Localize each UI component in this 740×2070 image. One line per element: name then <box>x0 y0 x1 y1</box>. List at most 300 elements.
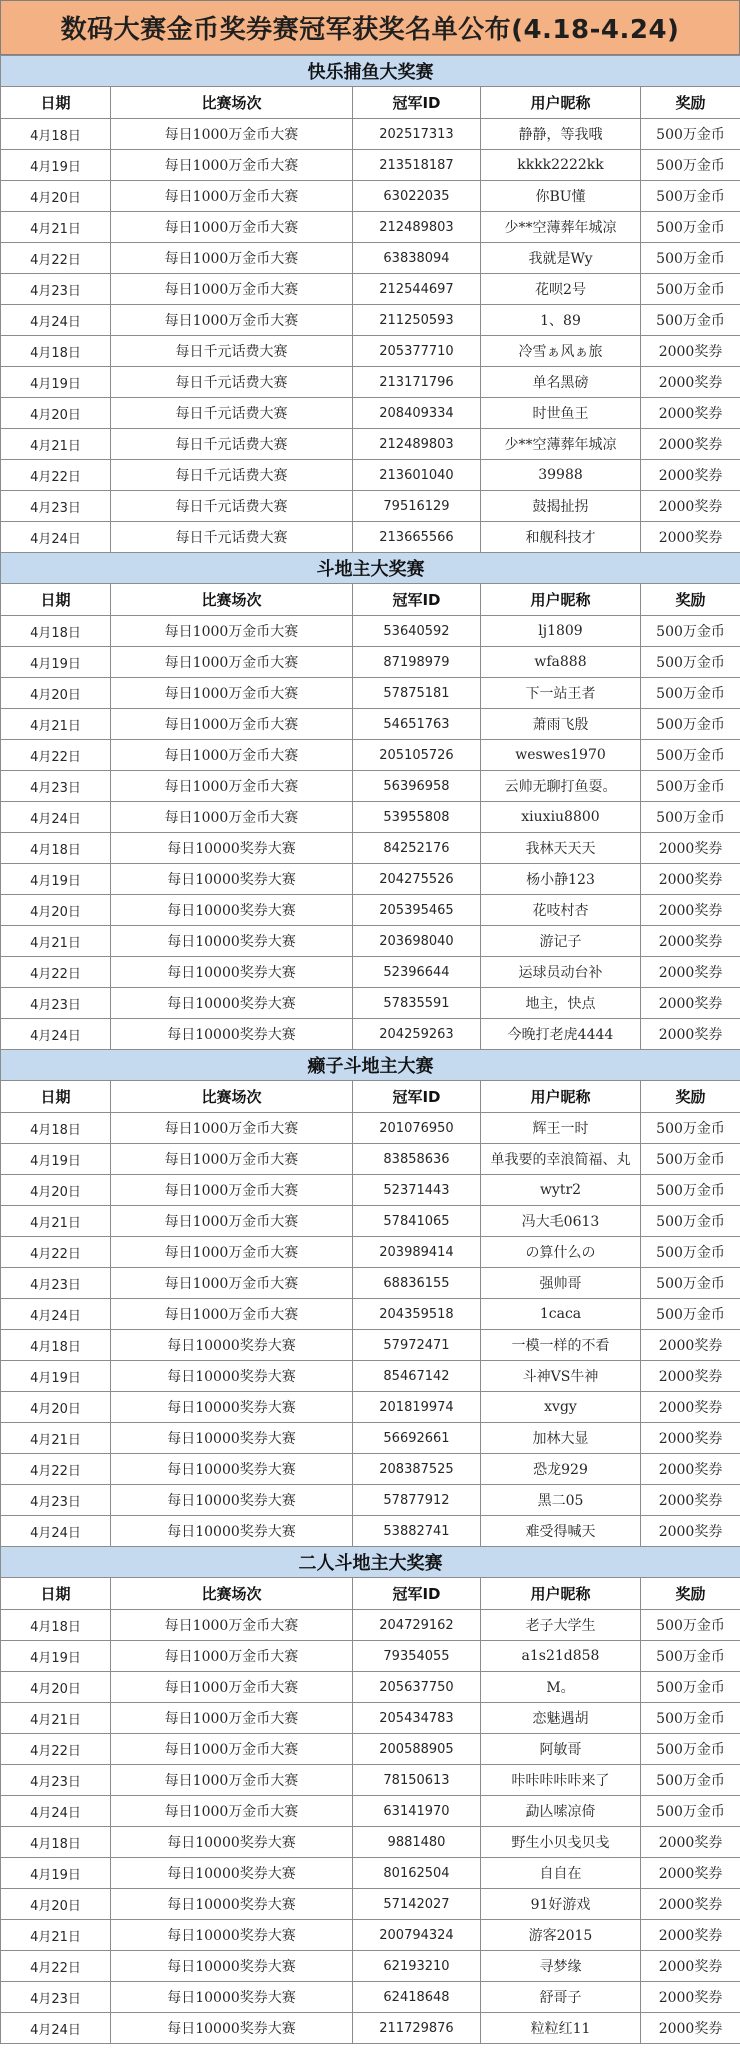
column-header: 用户昵称 <box>481 1081 641 1113</box>
nickname-cell: 我林天天天 <box>481 833 641 864</box>
champion-id-cell: 80162504 <box>353 1858 481 1889</box>
date-cell: 4月24日 <box>1 305 111 336</box>
match-cell: 每日10000奖券大赛 <box>111 1485 353 1516</box>
match-cell: 每日10000奖券大赛 <box>111 1361 353 1392</box>
date-cell: 4月19日 <box>1 647 111 678</box>
nickname-cell: 花呗2号 <box>481 274 641 305</box>
table-row <box>1 1982 740 2013</box>
reward-cell: 2000奖券 <box>641 895 740 926</box>
column-header: 比赛场次 <box>111 87 353 119</box>
reward-cell: 500万金币 <box>641 709 740 740</box>
table-row <box>1 895 740 926</box>
reward-cell: 2000奖券 <box>641 1485 740 1516</box>
match-cell: 每日10000奖券大赛 <box>111 833 353 864</box>
nickname-cell: 萧雨飞殷 <box>481 709 641 740</box>
champion-id-cell: 204359518 <box>353 1299 481 1330</box>
column-header: 比赛场次 <box>111 1081 353 1113</box>
match-cell: 每日1000万金币大赛 <box>111 1610 353 1641</box>
table-row <box>1 1330 740 1361</box>
reward-cell: 500万金币 <box>641 740 740 771</box>
table-row <box>1 1268 740 1299</box>
champion-id-cell: 83858636 <box>353 1144 481 1175</box>
match-cell: 每日1000万金币大赛 <box>111 1237 353 1268</box>
match-cell: 每日10000奖券大赛 <box>111 1392 353 1423</box>
match-cell: 每日10000奖券大赛 <box>111 1423 353 1454</box>
champion-id-cell: 202517313 <box>353 119 481 150</box>
table-row <box>1 305 740 336</box>
reward-cell: 2000奖券 <box>641 429 740 460</box>
match-cell: 每日1000万金币大赛 <box>111 274 353 305</box>
column-header: 冠军ID <box>353 1578 481 1610</box>
nickname-cell: 39988 <box>481 460 641 491</box>
date-cell: 4月23日 <box>1 1765 111 1796</box>
champion-id-cell: 62193210 <box>353 1951 481 1982</box>
nickname-cell: 辉王一时 <box>481 1113 641 1144</box>
champion-id-cell: 211729876 <box>353 2013 481 2044</box>
champion-id-cell: 211250593 <box>353 305 481 336</box>
nickname-cell: a1s21d858 <box>481 1641 641 1672</box>
match-cell: 每日1000万金币大赛 <box>111 1796 353 1827</box>
match-cell: 每日1000万金币大赛 <box>111 212 353 243</box>
match-cell: 每日1000万金币大赛 <box>111 305 353 336</box>
nickname-cell: 91好游戏 <box>481 1889 641 1920</box>
nickname-cell: 咔咔咔咔咔来了 <box>481 1765 641 1796</box>
reward-cell: 2000奖券 <box>641 460 740 491</box>
match-cell: 每日10000奖券大赛 <box>111 1982 353 2013</box>
date-cell: 4月21日 <box>1 1206 111 1237</box>
reward-cell: 2000奖券 <box>641 1361 740 1392</box>
nickname-cell: 难受得喊天 <box>481 1516 641 1547</box>
table-row <box>1 833 740 864</box>
date-cell: 4月24日 <box>1 1019 111 1050</box>
match-cell: 每日10000奖券大赛 <box>111 1951 353 1982</box>
column-header: 日期 <box>1 584 111 616</box>
nickname-cell: 加林大显 <box>481 1423 641 1454</box>
champion-id-cell: 57142027 <box>353 1889 481 1920</box>
champion-id-cell: 63141970 <box>353 1796 481 1827</box>
table-row <box>1 647 740 678</box>
nickname-cell: lj1809 <box>481 616 641 647</box>
reward-cell: 500万金币 <box>641 1672 740 1703</box>
reward-cell: 500万金币 <box>641 1175 740 1206</box>
champion-id-cell: 63022035 <box>353 181 481 212</box>
reward-cell: 2000奖券 <box>641 2013 740 2044</box>
champion-id-cell: 79354055 <box>353 1641 481 1672</box>
champion-id-cell: 53882741 <box>353 1516 481 1547</box>
nickname-cell: 自自在 <box>481 1858 641 1889</box>
champion-id-cell: 205105726 <box>353 740 481 771</box>
column-header-row <box>1 1081 740 1113</box>
section-header-row <box>1 553 740 584</box>
table-row <box>1 1889 740 1920</box>
champion-id-cell: 56692661 <box>353 1423 481 1454</box>
date-cell: 4月22日 <box>1 460 111 491</box>
column-header: 奖励 <box>641 584 740 616</box>
champion-id-cell: 84252176 <box>353 833 481 864</box>
match-cell: 每日10000奖券大赛 <box>111 1858 353 1889</box>
champion-id-cell: 203698040 <box>353 926 481 957</box>
date-cell: 4月21日 <box>1 1703 111 1734</box>
table-row <box>1 460 740 491</box>
table-row <box>1 1703 740 1734</box>
date-cell: 4月18日 <box>1 833 111 864</box>
champion-id-cell: 53955808 <box>353 802 481 833</box>
table-row <box>1 740 740 771</box>
nickname-cell: 时世鱼王 <box>481 398 641 429</box>
table-row <box>1 1485 740 1516</box>
column-header: 用户昵称 <box>481 584 641 616</box>
reward-cell: 500万金币 <box>641 1206 740 1237</box>
table-row <box>1 1019 740 1050</box>
date-cell: 4月20日 <box>1 895 111 926</box>
date-cell: 4月21日 <box>1 709 111 740</box>
match-cell: 每日10000奖券大赛 <box>111 1827 353 1858</box>
reward-cell: 2000奖券 <box>641 926 740 957</box>
date-cell: 4月19日 <box>1 1144 111 1175</box>
date-cell: 4月20日 <box>1 398 111 429</box>
champion-id-cell: 78150613 <box>353 1765 481 1796</box>
match-cell: 每日1000万金币大赛 <box>111 1206 353 1237</box>
nickname-cell: 鼓揭扯拐 <box>481 491 641 522</box>
table-row <box>1 678 740 709</box>
table-row <box>1 926 740 957</box>
nickname-cell: 游记子 <box>481 926 641 957</box>
nickname-cell: 花吱村杏 <box>481 895 641 926</box>
date-cell: 4月19日 <box>1 367 111 398</box>
champion-id-cell: 212489803 <box>353 429 481 460</box>
table-row <box>1 771 740 802</box>
reward-cell: 500万金币 <box>641 305 740 336</box>
date-cell: 4月23日 <box>1 771 111 802</box>
nickname-cell: 勐亾嗦凉倚 <box>481 1796 641 1827</box>
match-cell: 每日10000奖券大赛 <box>111 895 353 926</box>
date-cell: 4月21日 <box>1 1423 111 1454</box>
nickname-cell: 斗神VS牛神 <box>481 1361 641 1392</box>
date-cell: 4月24日 <box>1 1299 111 1330</box>
reward-cell: 2000奖券 <box>641 1889 740 1920</box>
nickname-cell: 老子大学生 <box>481 1610 641 1641</box>
nickname-cell: wfa888 <box>481 647 641 678</box>
date-cell: 4月18日 <box>1 336 111 367</box>
champion-id-cell: 52371443 <box>353 1175 481 1206</box>
date-cell: 4月22日 <box>1 1454 111 1485</box>
date-cell: 4月20日 <box>1 1889 111 1920</box>
match-cell: 每日1000万金币大赛 <box>111 1144 353 1175</box>
date-cell: 4月24日 <box>1 802 111 833</box>
reward-cell: 500万金币 <box>641 243 740 274</box>
section-header-row <box>1 56 740 87</box>
match-cell: 每日千元话费大赛 <box>111 429 353 460</box>
champion-id-cell: 57841065 <box>353 1206 481 1237</box>
champion-id-cell: 85467142 <box>353 1361 481 1392</box>
champion-id-cell: 205377710 <box>353 336 481 367</box>
nickname-cell: 黑二05 <box>481 1485 641 1516</box>
nickname-cell: 下一站王者 <box>481 678 641 709</box>
table-row <box>1 1765 740 1796</box>
match-cell: 每日10000奖券大赛 <box>111 1454 353 1485</box>
nickname-cell: 和舰科技才 <box>481 522 641 553</box>
champion-id-cell: 213665566 <box>353 522 481 553</box>
date-cell: 4月20日 <box>1 1175 111 1206</box>
champion-id-cell: 201819974 <box>353 1392 481 1423</box>
reward-cell: 500万金币 <box>641 771 740 802</box>
table-row <box>1 709 740 740</box>
champion-id-cell: 68836155 <box>353 1268 481 1299</box>
reward-cell: 500万金币 <box>641 1796 740 1827</box>
table-row <box>1 1610 740 1641</box>
table-row <box>1 1920 740 1951</box>
match-cell: 每日10000奖券大赛 <box>111 864 353 895</box>
match-cell: 每日1000万金币大赛 <box>111 1113 353 1144</box>
reward-cell: 500万金币 <box>641 616 740 647</box>
reward-cell: 500万金币 <box>641 181 740 212</box>
nickname-cell: 冯大毛0613 <box>481 1206 641 1237</box>
nickname-cell: kkkk2222kk <box>481 150 641 181</box>
match-cell: 每日1000万金币大赛 <box>111 1641 353 1672</box>
reward-cell: 2000奖券 <box>641 1827 740 1858</box>
champion-id-cell: 200588905 <box>353 1734 481 1765</box>
section-title: 快乐捕鱼大奖赛 <box>1 56 740 87</box>
champion-id-cell: 212489803 <box>353 212 481 243</box>
champion-id-cell: 204259263 <box>353 1019 481 1050</box>
nickname-cell: 你BU懂 <box>481 181 641 212</box>
nickname-cell: xiuxiu8800 <box>481 802 641 833</box>
column-header: 奖励 <box>641 1081 740 1113</box>
date-cell: 4月18日 <box>1 1610 111 1641</box>
reward-cell: 500万金币 <box>641 678 740 709</box>
match-cell: 每日1000万金币大赛 <box>111 1672 353 1703</box>
reward-cell: 500万金币 <box>641 1237 740 1268</box>
nickname-cell: 野生小贝戋贝戋 <box>481 1827 641 1858</box>
match-cell: 每日1000万金币大赛 <box>111 709 353 740</box>
match-cell: 每日1000万金币大赛 <box>111 771 353 802</box>
match-cell: 每日1000万金币大赛 <box>111 1765 353 1796</box>
champion-id-cell: 57835591 <box>353 988 481 1019</box>
nickname-cell: 少**空薄葬年城凉 <box>481 429 641 460</box>
date-cell: 4月21日 <box>1 429 111 460</box>
nickname-cell: 单我要的幸浪简福、丸 <box>481 1144 641 1175</box>
reward-cell: 2000奖券 <box>641 1019 740 1050</box>
match-cell: 每日1000万金币大赛 <box>111 647 353 678</box>
nickname-cell: 运球员动台补 <box>481 957 641 988</box>
reward-cell: 2000奖券 <box>641 336 740 367</box>
table-row <box>1 2013 740 2044</box>
date-cell: 4月18日 <box>1 1827 111 1858</box>
nickname-cell: 冷雪ぁ风ぁ旅 <box>481 336 641 367</box>
champion-id-cell: 205637750 <box>353 1672 481 1703</box>
match-cell: 每日1000万金币大赛 <box>111 119 353 150</box>
champion-id-cell: 212544697 <box>353 274 481 305</box>
nickname-cell: 单名黑磅 <box>481 367 641 398</box>
nickname-cell: 阿敏哥 <box>481 1734 641 1765</box>
reward-cell: 500万金币 <box>641 1268 740 1299</box>
reward-cell: 500万金币 <box>641 1113 740 1144</box>
section-title: 斗地主大奖赛 <box>1 553 740 584</box>
table-row <box>1 243 740 274</box>
match-cell: 每日千元话费大赛 <box>111 367 353 398</box>
match-cell: 每日1000万金币大赛 <box>111 1734 353 1765</box>
date-cell: 4月19日 <box>1 1361 111 1392</box>
date-cell: 4月22日 <box>1 1951 111 1982</box>
table-row <box>1 1237 740 1268</box>
date-cell: 4月21日 <box>1 212 111 243</box>
table-row <box>1 119 740 150</box>
table-row <box>1 988 740 1019</box>
date-cell: 4月19日 <box>1 1858 111 1889</box>
match-cell: 每日千元话费大赛 <box>111 460 353 491</box>
nickname-cell: 强帅哥 <box>481 1268 641 1299</box>
nickname-cell: 一模一样的不看 <box>481 1330 641 1361</box>
champion-id-cell: 205434783 <box>353 1703 481 1734</box>
date-cell: 4月24日 <box>1 1516 111 1547</box>
reward-cell: 500万金币 <box>641 119 740 150</box>
match-cell: 每日1000万金币大赛 <box>111 1299 353 1330</box>
reward-cell: 500万金币 <box>641 1641 740 1672</box>
table-row <box>1 1144 740 1175</box>
date-cell: 4月20日 <box>1 181 111 212</box>
column-header-row <box>1 87 740 119</box>
match-cell: 每日1000万金币大赛 <box>111 740 353 771</box>
reward-cell: 2000奖券 <box>641 988 740 1019</box>
reward-cell: 2000奖券 <box>641 398 740 429</box>
table-row <box>1 1361 740 1392</box>
date-cell: 4月23日 <box>1 1485 111 1516</box>
table-row <box>1 1423 740 1454</box>
champion-id-cell: 201076950 <box>353 1113 481 1144</box>
champion-id-cell: 87198979 <box>353 647 481 678</box>
section-header-row <box>1 1050 740 1081</box>
page-title: 数码大赛金币奖券赛冠军获奖名单公布(4.18-4.24) <box>0 0 740 55</box>
table-row <box>1 1641 740 1672</box>
reward-cell: 2000奖券 <box>641 491 740 522</box>
table-row <box>1 1951 740 1982</box>
date-cell: 4月20日 <box>1 1672 111 1703</box>
table-row <box>1 429 740 460</box>
nickname-cell: M。 <box>481 1672 641 1703</box>
table-row <box>1 616 740 647</box>
table-row <box>1 1858 740 1889</box>
match-cell: 每日1000万金币大赛 <box>111 1175 353 1206</box>
nickname-cell: 恋魅遇胡 <box>481 1703 641 1734</box>
date-cell: 4月18日 <box>1 1330 111 1361</box>
table-row <box>1 864 740 895</box>
date-cell: 4月24日 <box>1 1796 111 1827</box>
reward-cell: 500万金币 <box>641 1144 740 1175</box>
reward-cell: 2000奖券 <box>641 522 740 553</box>
reward-cell: 2000奖券 <box>641 1423 740 1454</box>
champion-id-cell: 205395465 <box>353 895 481 926</box>
match-cell: 每日1000万金币大赛 <box>111 243 353 274</box>
reward-cell: 500万金币 <box>641 150 740 181</box>
nickname-cell: 我就是Wy <box>481 243 641 274</box>
reward-cell: 2000奖券 <box>641 367 740 398</box>
table-row <box>1 522 740 553</box>
champion-id-cell: 63838094 <box>353 243 481 274</box>
champion-id-cell: 204729162 <box>353 1610 481 1641</box>
date-cell: 4月21日 <box>1 926 111 957</box>
reward-cell: 500万金币 <box>641 212 740 243</box>
nickname-cell: の算什么の <box>481 1237 641 1268</box>
nickname-cell: 舒哥子 <box>481 1982 641 2013</box>
match-cell: 每日10000奖券大赛 <box>111 988 353 1019</box>
reward-cell: 500万金币 <box>641 647 740 678</box>
table-row <box>1 1299 740 1330</box>
match-cell: 每日1000万金币大赛 <box>111 181 353 212</box>
nickname-cell: 恐龙929 <box>481 1454 641 1485</box>
table-row <box>1 1672 740 1703</box>
column-header: 奖励 <box>641 87 740 119</box>
champion-id-cell: 200794324 <box>353 1920 481 1951</box>
table-row <box>1 957 740 988</box>
champion-id-cell: 62418648 <box>353 1982 481 2013</box>
date-cell: 4月22日 <box>1 1734 111 1765</box>
match-cell: 每日千元话费大赛 <box>111 336 353 367</box>
champion-id-cell: 213171796 <box>353 367 481 398</box>
champion-id-cell: 203989414 <box>353 1237 481 1268</box>
nickname-cell: 今晚打老虎4444 <box>481 1019 641 1050</box>
table-row <box>1 1392 740 1423</box>
table-row <box>1 1516 740 1547</box>
reward-cell: 2000奖券 <box>641 864 740 895</box>
nickname-cell: 地主，快点 <box>481 988 641 1019</box>
column-header: 奖励 <box>641 1578 740 1610</box>
match-cell: 每日10000奖券大赛 <box>111 926 353 957</box>
match-cell: 每日10000奖券大赛 <box>111 2013 353 2044</box>
champion-id-cell: 57972471 <box>353 1330 481 1361</box>
match-cell: 每日10000奖券大赛 <box>111 957 353 988</box>
match-cell: 每日10000奖券大赛 <box>111 1516 353 1547</box>
reward-cell: 500万金币 <box>641 1734 740 1765</box>
table-row <box>1 150 740 181</box>
column-header: 日期 <box>1 87 111 119</box>
column-header: 比赛场次 <box>111 1578 353 1610</box>
champion-id-cell: 56396958 <box>353 771 481 802</box>
column-header: 日期 <box>1 1081 111 1113</box>
date-cell: 4月18日 <box>1 119 111 150</box>
column-header: 比赛场次 <box>111 584 353 616</box>
reward-cell: 2000奖券 <box>641 1454 740 1485</box>
champion-id-cell: 57877912 <box>353 1485 481 1516</box>
nickname-cell: 杨小静123 <box>481 864 641 895</box>
date-cell: 4月22日 <box>1 1237 111 1268</box>
champion-id-cell: 208387525 <box>353 1454 481 1485</box>
reward-cell: 2000奖券 <box>641 1920 740 1951</box>
nickname-cell: 1caca <box>481 1299 641 1330</box>
section-title: 癞子斗地主大赛 <box>1 1050 740 1081</box>
table-row <box>1 367 740 398</box>
match-cell: 每日10000奖券大赛 <box>111 1889 353 1920</box>
reward-cell: 2000奖券 <box>641 833 740 864</box>
reward-cell: 2000奖券 <box>641 1951 740 1982</box>
reward-cell: 500万金币 <box>641 1299 740 1330</box>
date-cell: 4月19日 <box>1 864 111 895</box>
champion-id-cell: 79516129 <box>353 491 481 522</box>
nickname-cell: 云帅无聊打鱼耍。 <box>481 771 641 802</box>
date-cell: 4月23日 <box>1 1982 111 2013</box>
column-header: 用户昵称 <box>481 1578 641 1610</box>
champion-id-cell: 208409334 <box>353 398 481 429</box>
table-row <box>1 1796 740 1827</box>
table-row <box>1 398 740 429</box>
table-row <box>1 1454 740 1485</box>
table-row <box>1 1113 740 1144</box>
column-header: 冠军ID <box>353 87 481 119</box>
nickname-cell: 少**空薄葬年城凉 <box>481 212 641 243</box>
column-header: 冠军ID <box>353 584 481 616</box>
date-cell: 4月18日 <box>1 616 111 647</box>
reward-cell: 500万金币 <box>641 802 740 833</box>
column-header: 冠军ID <box>353 1081 481 1113</box>
